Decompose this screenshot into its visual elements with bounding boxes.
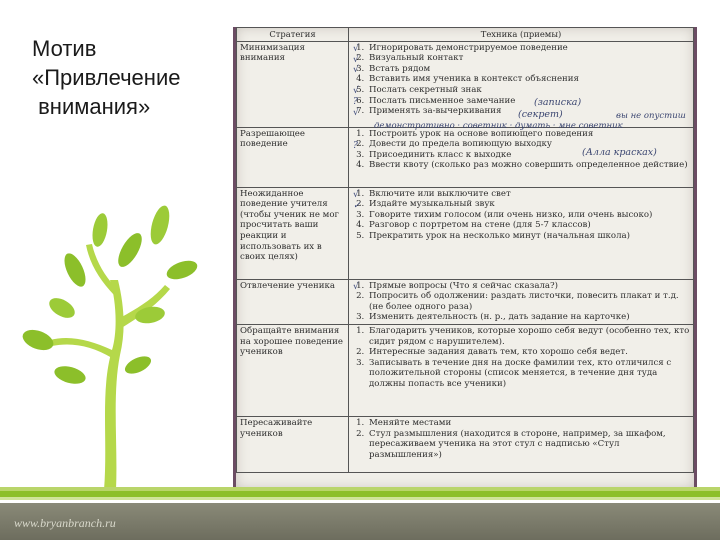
technique-item: 2. Издайте музыкальный звук <box>367 199 690 210</box>
strategy-cell: Обращайте внимания на хорошее поведение учеников <box>237 324 349 416</box>
document-photo <box>233 27 697 490</box>
technique-cell <box>349 187 694 279</box>
check-mark: √ <box>353 85 359 96</box>
ground-stripe <box>0 497 720 500</box>
handwritten-note: (записка) <box>534 97 582 108</box>
technique-item: 2. Стул размышления (находится в стороне, например, за шкафом, пересаживаем ученика на этот стул с надписью «Стул размышления») <box>367 429 690 461</box>
handwritten-note: (Алла красках) <box>582 147 657 158</box>
technique-item: 5. Послать секретный знак <box>367 85 690 96</box>
technique-item: 1. Меняйте местами <box>367 418 690 429</box>
handwritten-note: вы не опустиш <box>616 111 686 121</box>
tree-illustration <box>0 190 240 490</box>
technique-item: 3. Присоединить класс к выходке <box>367 150 690 161</box>
technique-list <box>352 189 690 242</box>
technique-item: 3. Изменить деятельность (н. р., дать задание на карточке) <box>367 312 690 323</box>
handwritten-note: демонстративно · советник · думать · мне советник <box>374 121 623 131</box>
strategy-cell: Отвлечение ученика <box>237 279 349 324</box>
table-row <box>237 324 694 416</box>
check-mark: √ <box>353 281 359 292</box>
technique-item: 7. Применять за-вычеркивания <box>367 106 690 117</box>
check-mark: ✓ <box>353 200 361 211</box>
technique-item: 5. Прекратить урок на несколько минут (начальная школа) <box>367 231 690 242</box>
technique-list <box>352 281 690 323</box>
title-line-1: Мотив <box>32 36 97 61</box>
table-row <box>237 416 694 472</box>
strategy-cell: Минимизация внимания <box>237 41 349 127</box>
check-mark: √ <box>353 43 359 54</box>
header-strategy: Стратегия <box>237 28 349 42</box>
technique-list <box>352 418 690 460</box>
handwritten-note: (секрет) <box>518 109 563 120</box>
technique-item: 1. Включите или выключите свет <box>367 189 690 200</box>
document-paper <box>236 27 694 489</box>
technique-item: 1. Благодарить учеников, которые хорошо себя ведут (особенно тех, кто сидит рядом с нарушителем). <box>367 326 690 347</box>
technique-item: 1. Построить урок на основе вопиющего поведения <box>367 129 690 140</box>
technique-item: 2. Попросить об одолжении: раздать листочки, повесить плакат и т.д. (не более одного раза) <box>367 291 690 312</box>
technique-item: 4. Разговор с портретом на стене (для 5-7 классов) <box>367 220 690 231</box>
check-mark: √ <box>353 54 359 65</box>
technique-list <box>352 326 690 390</box>
table-body <box>237 41 694 472</box>
strategy-cell: Неожиданное поведение учителя (чтобы ученик не мог просчитать ваши реакции и использовать их в своих целях) <box>237 187 349 279</box>
strategy-cell: Разрешающее поведение <box>237 127 349 187</box>
check-mark: ? <box>353 96 358 107</box>
strategy-table <box>236 27 694 473</box>
technique-cell <box>349 279 694 324</box>
slide-title <box>32 34 232 121</box>
technique-item: 3. Записывать в течение дня на доске фамилии тех, кто отличился с положительной стороны (список меняется, в течение дня туда должны попасть все ученики) <box>367 358 690 390</box>
check-mark: √ <box>353 64 359 75</box>
technique-item: 4. Вставить имя ученика в контекст объяснения <box>367 74 690 85</box>
technique-item: 2. Визуальный контакт <box>367 53 690 64</box>
check-mark: ? <box>353 140 358 151</box>
title-line-3: внимания» <box>32 94 151 119</box>
technique-item: 2. Довести до предела вопиющую выходку <box>367 139 690 150</box>
table-header-row <box>237 28 694 42</box>
table-row <box>237 279 694 324</box>
strategy-cell: Пересаживайте учеников <box>237 416 349 472</box>
technique-item: 3. Встать рядом <box>367 64 690 75</box>
technique-item: 4. Ввести квоту (сколько раз можно совершить определенное действие) <box>367 160 690 171</box>
header-technique: Техника (приемы) <box>349 28 694 42</box>
footer-url: www.bryanbranch.ru <box>14 516 116 530</box>
check-mark: √ <box>353 189 359 200</box>
technique-item: 3. Говорите тихим голосом (или очень низко, или очень высоко) <box>367 210 690 221</box>
title-line-2: «Привлечение <box>32 65 181 90</box>
technique-item: 6. Послать письменное замечание <box>367 96 690 107</box>
table-row <box>237 187 694 279</box>
technique-item: 2. Интересные задания давать тем, кто хорошо себя ведет. <box>367 347 690 358</box>
check-mark: √ <box>353 107 359 118</box>
technique-cell <box>349 324 694 416</box>
technique-item: 1. Прямые вопросы (Что я сейчас сказала?) <box>367 281 690 292</box>
technique-list <box>352 43 690 117</box>
technique-item: 1. Игнорировать демонстрируемое поведение <box>367 43 690 54</box>
technique-cell <box>349 416 694 472</box>
